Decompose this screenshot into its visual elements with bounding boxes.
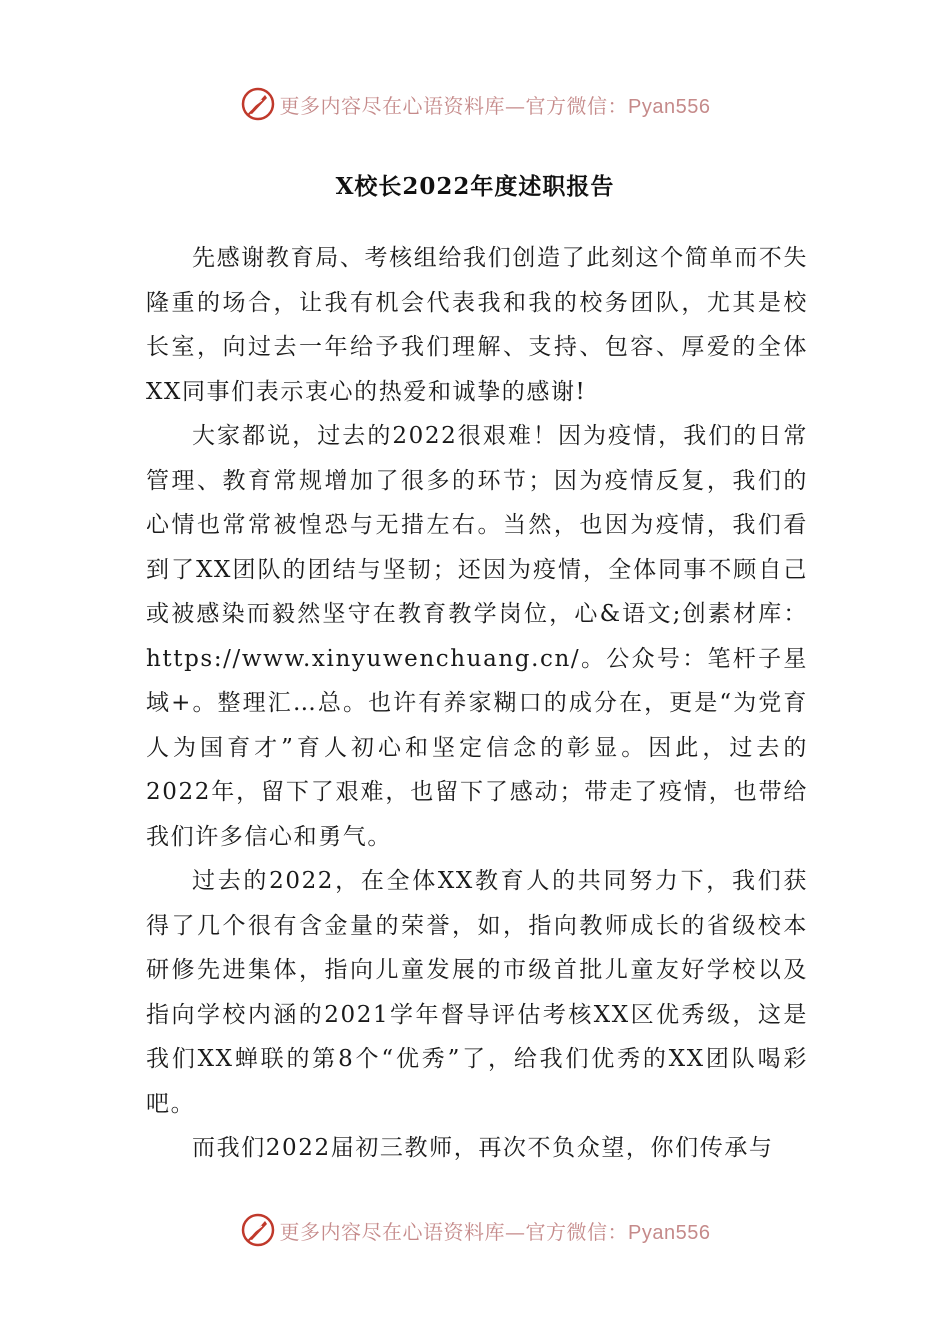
document-body xyxy=(146,236,808,1171)
header-banner-text xyxy=(280,90,711,119)
footer-banner xyxy=(0,1208,950,1252)
quill-logo-icon xyxy=(240,1212,276,1248)
paragraph: 过去的2022，在全体XX教育人的共同努力下，我们获得了几个很有含金量的荣誉，如，指向教师成长的省级校本研修先进集体，指向儿童发展的市级首批儿童友好学校以及指向学校内涵的2021学年督导评估考核XX区优秀级，这是我们XX蝉联的第8个“优秀”了，给我们优秀的XX团队喝彩吧。 xyxy=(146,868,808,1117)
header-banner-cn: 更多内容尽在心语资料库—官方微信： xyxy=(279,93,629,118)
paragraph: 而我们2022届初三教师，再次不负众望，你们传承与 xyxy=(192,1135,774,1161)
header-banner-id: Pyan556 xyxy=(628,95,711,118)
footer-banner-id: Pyan556 xyxy=(628,1221,711,1244)
paragraph: 先感谢教育局、考核组给我们创造了此刻这个简单而不失隆重的场合，让我有机会代表我和我的校务团队，尤其是校长室，向过去一年给予我们理解、支持、包容、厚爱的全体XX同事们表示衷心的热爱和诚挚的感谢! xyxy=(146,245,808,405)
footer-banner-text xyxy=(280,1216,711,1245)
paragraph: 大家都说，过去的2022很艰难！因为疫情，我们的日常管理、教育常规增加了很多的环节；因为疫情反复，我们的心情也常常被惶恐与无措左右。当然，也因为疫情，我们看到了XX团队的团结与坚韧；还因为疫情，全体同事不顾自己或被感染而毅然坚守在教育教学岗位，心&语文;创素材库：https://www.xinyuwenchuang.cn/。公众号：笔杆子星域+。整理汇…总。也许有养家糊口的成分在，更是“为党育人为国育才”育人初心和坚定信念的彰显。因此，过去的2022年，留下了艰难，也留下了感动；带走了疫情，也带给我们许多信心和勇气。 xyxy=(146,423,808,850)
document-title: X校长2022年度述职报告 xyxy=(335,173,615,200)
quill-logo-icon xyxy=(240,86,276,122)
header-banner xyxy=(0,82,950,126)
footer-banner-cn: 更多内容尽在心语资料库—官方微信： xyxy=(279,1219,629,1244)
